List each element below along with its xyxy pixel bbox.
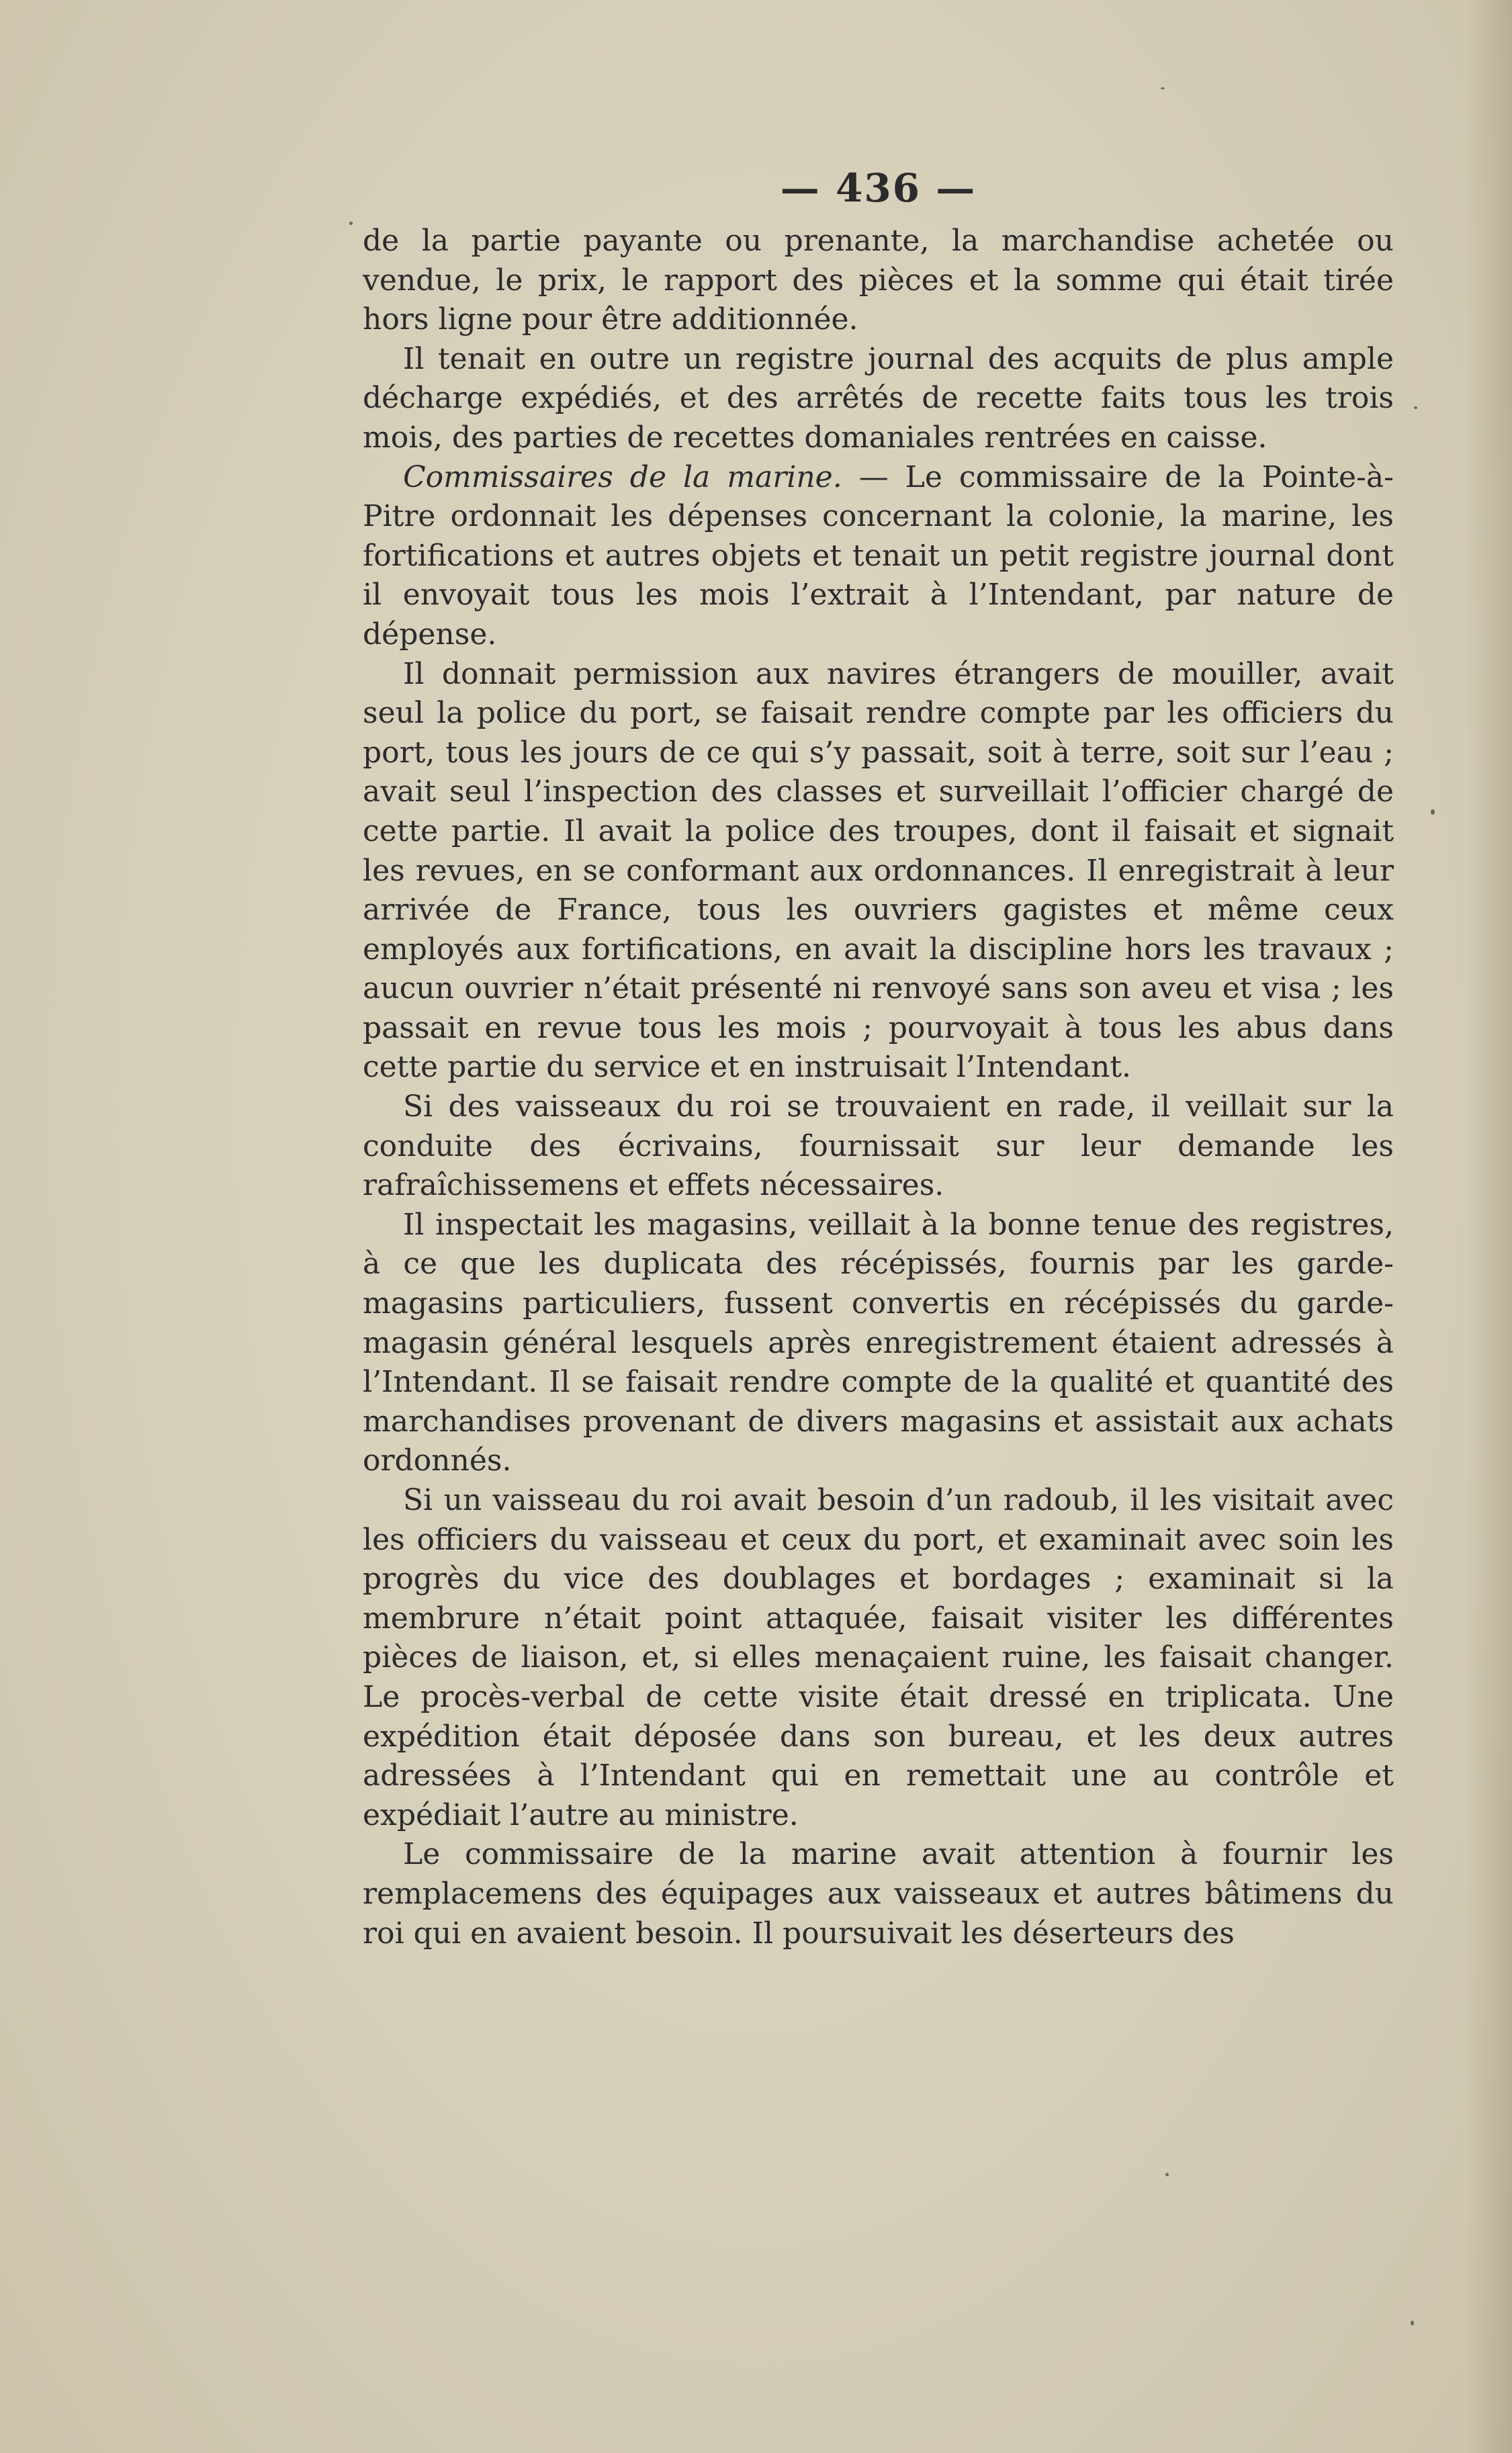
print-speck bbox=[1165, 2173, 1169, 2176]
page-text bbox=[363, 161, 1394, 1953]
print-speck bbox=[1161, 87, 1165, 89]
paragraph: Le commissaire de la marine avait attention à fournir les remplacemens des équipages aux vaisseaux et autres bâtimens du roi qui en avaient besoin. Il poursuivait les déserteurs des bbox=[363, 1837, 1394, 1951]
page-edge-shadow bbox=[1465, 0, 1512, 2453]
print-speck bbox=[1431, 809, 1435, 815]
page-number: — 436 — bbox=[780, 165, 977, 211]
paragraph: Il tenait en outre un registre journal des acquits de plus ample décharge expédiés, et des arrêtés de recette faits tous les trois mois, des parties de recettes domaniales rentrées en caisse. bbox=[363, 341, 1394, 455]
print-speck bbox=[1414, 406, 1417, 409]
paragraph: Il donnait permission aux navires étrangers de mouiller, avait seul la police du port, se faisait rendre compte par les officiers du port, tous les jours de ce qui s’y passait, soit à terre, soit sur l’eau ; avait seul l’inspection des classes et surveillait l’officier chargé de cette partie. Il avait la police des troupes, dont il faisait et signait les revues, en se conformant aux ordonnances. Il enregistrait à leur arrivée de France, tous les ouvriers gagistes et même ceux employés aux fortifications, en avait la discipline hors les travaux ; aucun ouvrier n’était présenté ni renvoyé sans son aveu et visa ; les passait en revue tous les mois ; pourvoyait à tous les abus dans cette partie du service et en instruisait l’Intendant. bbox=[363, 656, 1394, 1085]
paragraph: Si des vaisseaux du roi se trouvaient en rade, il veillait sur la conduite des écrivains, fournissait sur leur demande les rafraîchissemens et effets nécessaires. bbox=[363, 1089, 1394, 1203]
paragraph: de la partie payante ou prenante, la marchandise achetée ou vendue, le prix, le rapport des pièces et la somme qui était tirée hors ligne pour être additionnée. bbox=[363, 224, 1394, 337]
section-heading: Commissaires de la marine. bbox=[403, 459, 842, 494]
paragraph-body: — Le commissaire de la Pointe-à-Pitre ordonnait les dépenses concernant la colonie, la marine, les fortifications et autres objets et tenait un petit registre journal dont il envoyait tous les mois l’extrait à l’Intendant, par nature de dépense. bbox=[363, 459, 1394, 652]
print-speck bbox=[349, 222, 353, 225]
paragraph: Il inspectait les magasins, veillait à la bonne tenue des registres, à ce que les duplicata des récépissés, fournis par les garde-magasins particuliers, fussent convertis en récépissés du garde-magasin général lesquels après enregistrement étaient adressés à l’Intendant. Il se faisait rendre compte de la qualité et quantité des marchandises provenant de divers magasins et assistait aux achats ordonnés. bbox=[363, 1207, 1394, 1478]
paragraph bbox=[363, 458, 1394, 655]
print-speck bbox=[1411, 2321, 1414, 2325]
paragraph: Si un vaisseau du roi avait besoin d’un radoub, il les visitait avec les officiers du vaisseau et ceux du port, et examinait avec soin les progrès du vice des doublages et bordages ; examinait si la membrure n’était point attaquée, faisait visiter les différentes pièces de liaison, et, si elles menaçaient ruine, les faisait changer. Le procès-verbal de cette visite était dressé en triplicata. Une expédition était déposée dans son bureau, et les deux autres adressées à l’Intendant qui en remettait une au contrôle et expédiait l’autre au ministre. bbox=[363, 1483, 1394, 1832]
